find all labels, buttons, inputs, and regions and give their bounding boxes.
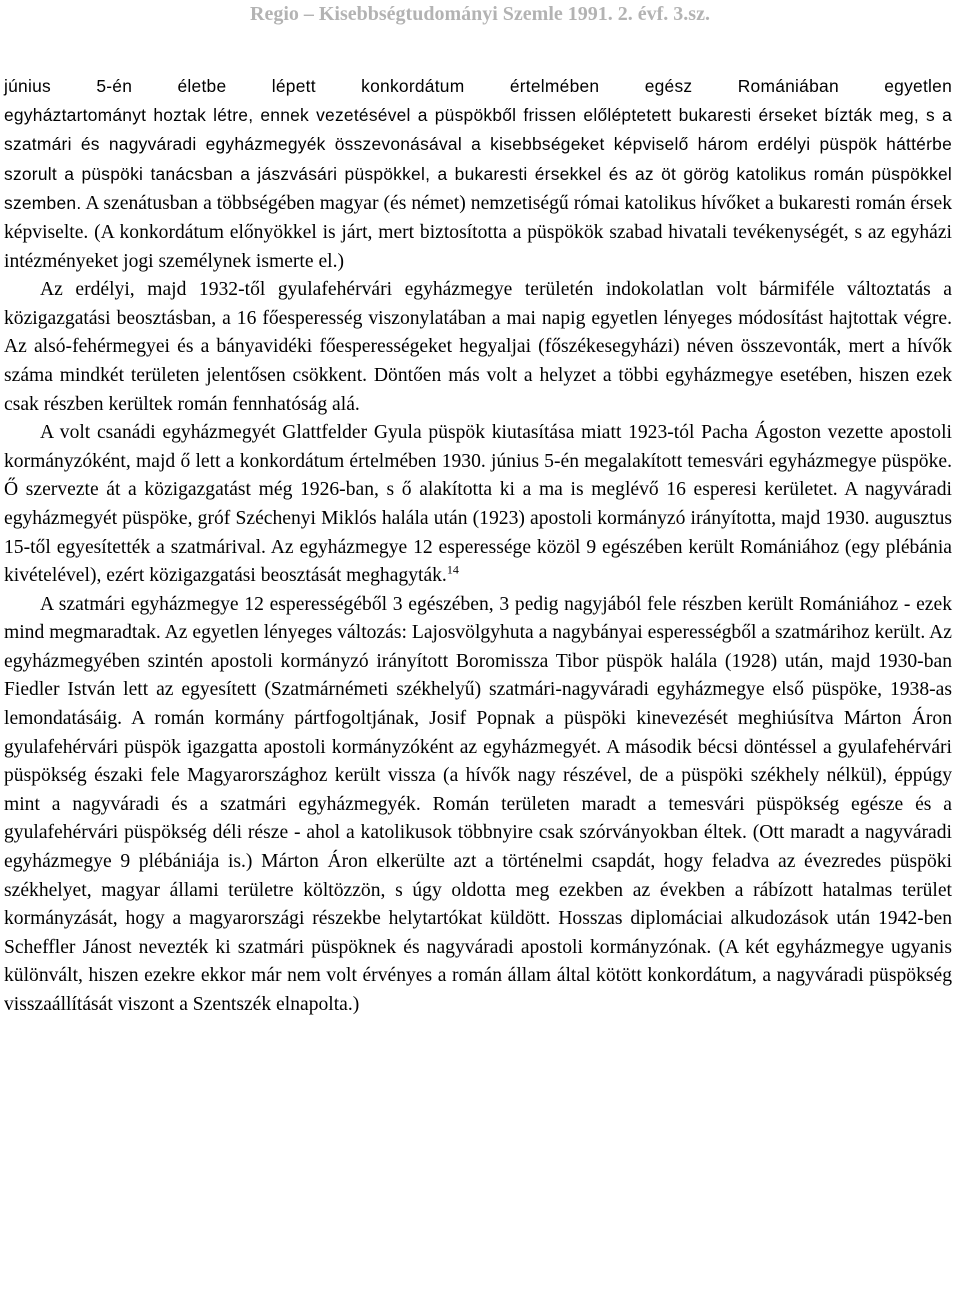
paragraph-1-first-line: június 5-én életbe lépett konkordátum értelmében egész Romániában egyetlen	[4, 76, 952, 96]
paragraph-2: Az erdélyi, majd 1932-től gyulafehérvári egyházmegye területén indokolatlan volt bármiféle változtatás a közigazgatási beosztásban, a 16 főesperesség viszonylatában a mai napig egyetlen lényeges módosítást hajtottak végre. Az alsó-fehérmegyei és a bányavidéki főesperességeket hegyaljai (főszékesegyházi) néven összevonták, mert a hívők száma mindkét területen jelentősen csökkent. Döntően más volt a helyzet a többi egyházmegye esetében, hiszen ezek csak részben kerültek román fennhatóság alá.	[4, 279, 952, 415]
paragraph-1-serif-text: A szenátusban a többségében magyar (és német) nemzetiségű római katolikus hívőket a bukaresti román érsek képviselte. (A konkordátum előnyökkel is járt, mert biztosította a püspökök szabad hivatali tevékenységét, s az egyházi intézményeket jogi személynek ismerte el.)	[4, 193, 952, 272]
paragraph-3	[4, 419, 952, 591]
footnote-reference: 14	[446, 562, 459, 577]
paragraph-1-sans-text: egyháztartományt hoztak létre, ennek vezetésével a püspökből frissen előléptetett bukaresti érseket bízták meg, s a szatmári és nagyváradi egyházmegyék összevonásával a kisebbségeket képviselő három erdélyi püspök háttérbe szorult a püspöki tanácsban a jászvásári püspökkel, a bukaresti érsekkel és az öt görög katolikus román püspökkel szemben.	[4, 104, 952, 214]
document-body	[4, 72, 952, 1020]
journal-header: Regio – Kisebbségtudományi Szemle 1991. 2. évf. 3.sz.	[250, 3, 710, 25]
paragraph-3-text: A volt csanádi egyházmegyét Glattfelder Gyula püspök kiutasítása miatt 1923-tól Pacha Ágoston vezette apostoli kormányzóként, majd ő lett a konkordátum értelmében 1930. június 5-én megalakított temesvári egyházmegye püspöke. Ő szervezte át a közigazgatást még 1926-ban, s ő alakította ki a ma is meglévő 16 esperesi kerületet. A nagyváradi egyházmegyét püspöke, gróf Széchenyi Miklós halála után (1923) apostoli kormányzó irányította, majd 1930. augusztus 15-től egyesítették a szatmárival. Az egyházmegye 12 esperessége közöl 9 egészében került Romániához (egy plébánia kivételével), ezért közigazgatási beosztását meghagyták.	[4, 422, 952, 587]
paragraph-1	[4, 72, 952, 276]
paragraph-4: A szatmári egyházmegye 12 esperességéből 3 egészében, 3 pedig nagyjából fele részben került Romániához - ezek mind megmaradtak. Az egyetlen lényeges változás: Lajosvölgyhuta a nagybányai esperességből a szatmárihoz került. Az egyházmegyében szintén apostoli kormányzó irányított Boromissza Tibor püspök halála (1928) után, majd 1930-ban Fiedler István lett az egyesített (Szatmárnémeti székhelyű) szatmári-nagyváradi egyházmegye első püspöke, 1938-as lemondatásáig. A román kormány pártfogoltjának, Josif Popnak a püspöki kinevezését meghiúsítva Márton Áron gyulafehérvári püspök igazgatta apostoli kormányzóként az egyházmegyét. A második bécsi döntéssel a gyulafehérvári püspökség északi fele Magyarországhoz került vissza (a hívők nagy részével, de a püspöki székhely nélkül), éppúgy mint a nagyváradi és a szatmári egyházmegyék. Román területen maradt a temesvári püspökség egésze és a gyulafehérvári püspökség déli része - ahol a katolikusok többnyire csak szórványokban éltek. (Ott maradt a nagyváradi egyházmegye 9 plébániája is.) Márton Áron elkerülte azt a történelmi csapdát, hogy feladva az évezredes püspöki székhelyet, magyar állami területre költözzön, s úgy oldotta meg ezekben az években a rábízott hatalmas terület kormányzását, hogy a magyarországi részekbe helytartókat küldött. Hosszas diplomáciai alkudozások után 1942-ben Scheffler Jánost nevezték ki szatmári püspöknek és nagyváradi apostoli kormányzónak. (A két egyházmegye ugyanis különvált, hiszen ezekre ekkor már nem volt érvényes a román állam által kötött konkordátum, a nagyváradi püspökség visszaállítását viszont a Szentszék elnapolta.)	[4, 593, 952, 1015]
